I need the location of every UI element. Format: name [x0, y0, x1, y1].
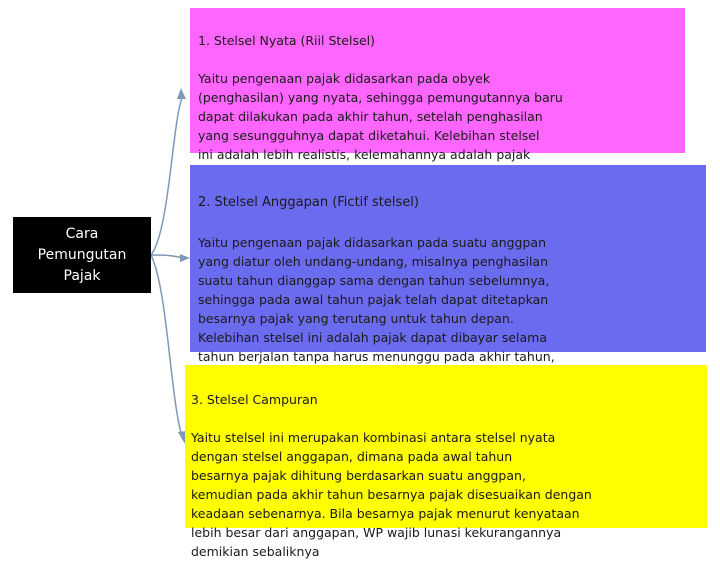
connector-to-stelsel-nyata [151, 95, 183, 255]
stelsel-anggapan-title: 2. Stelsel Anggapan (Fictif stelsel) [198, 195, 419, 210]
stelsel-campuran-box [185, 365, 707, 559]
cara-pemungutan-pajak-box [13, 217, 151, 293]
stelsel-nyata-text: Yaitu pengenaan pajak didasarkan pada obyek (penghasilan) yang nyata, sehingga pemungutannya baru dapat dilakukan pada akhir tahun, setelah penghasilan yang sesungguhnya dapat diketahui. Kelebihan stelsel ini adalah lebih realistis, kelemahannya adalah pajak [198, 71, 563, 162]
arrowhead-stelsel-anggapan [180, 254, 190, 262]
stelsel-anggapan-text: Yaitu pengenaan pajak didasarkan pada suatu anggpan yang diatur oleh undang-undang, misalnya penghasilan suatu tahun dianggap sama dengan tahun sebelumnya, sehingga pada awal tahun pajak telah dapat ditetapkan besarnya pajak yang terutang untuk tahun depan. Kelebihan stelsel ini adalah pajak dapat dibayar selama tahun berjalan tanpa harus menunggu pada akhir tahun, [198, 235, 555, 364]
stelsel-nyata-title: 1. Stelsel Nyata (Riil Stelsel) [198, 33, 375, 48]
connector-to-stelsel-campuran [151, 255, 183, 440]
stelsel-campuran-title: 3. Stelsel Campuran [191, 392, 318, 407]
stelsel-anggapan-box [190, 165, 706, 364]
stelsel-campuran-text: Yaitu stelsel ini merupakan kombinasi antara stelsel nyata dengan stelsel anggapan, dimana pada awal tahun besarnya pajak dihitung berdasarkan suatu anggpan, kemudian pada akhir tahun besarnya pajak disesuaikan dengan keadaan sebenarnya. Bila besarnya pajak menurut kenyataan lebih besar dari anggapan, WP wajib lunasi kekurangannya demikian sebaliknya [191, 430, 592, 559]
arrowhead-stelsel-nyata [177, 88, 186, 99]
root-label: Cara Pemungutan Pajak [37, 225, 127, 284]
connector-to-stelsel-anggapan [151, 255, 183, 258]
stelsel-nyata-box [190, 8, 685, 162]
